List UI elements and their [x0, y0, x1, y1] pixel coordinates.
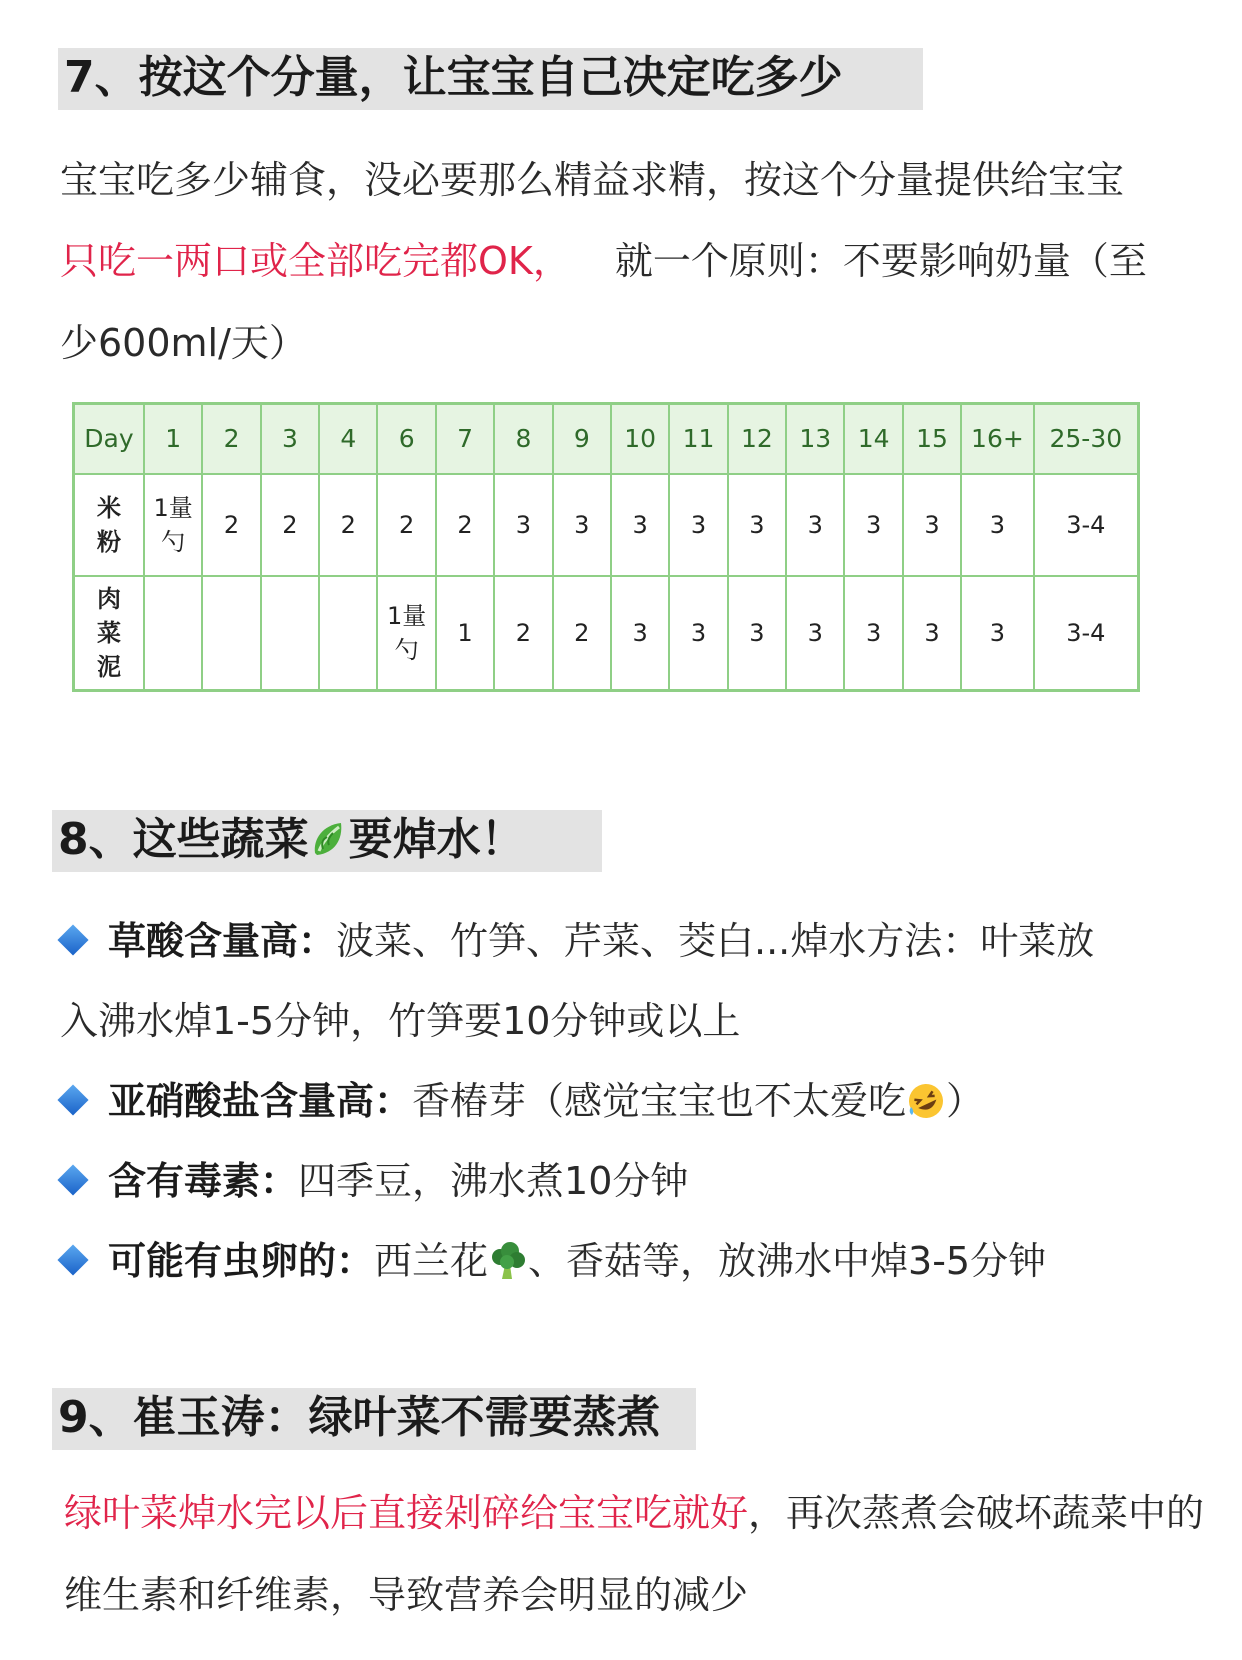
table-cell: 3: [611, 474, 669, 576]
table-cell: 3: [553, 474, 611, 576]
bullet-item-parasite: 可能有虫卵的：西兰花 、香菇等，放沸水中焯3-5分钟: [56, 1236, 1046, 1286]
rofl-emoji: [906, 1081, 946, 1121]
green-veg-highlight: 绿叶菜焯水完以后直接剁碎给宝宝吃就好: [64, 1491, 749, 1535]
table-cell: 3: [494, 474, 552, 576]
table-cell: 3: [903, 474, 961, 576]
section-9-para-line-2: 维生素和纤维素，导致营养会明显的减少: [64, 1573, 749, 1617]
header-cell: 8: [494, 404, 552, 475]
table-cell: 2: [202, 474, 260, 576]
header-cell: Day: [74, 404, 144, 475]
bullet-item-oxalic-cont: 入沸水焯1-5分钟，竹笋要10分钟或以上: [60, 999, 741, 1043]
table-cell: 3: [669, 576, 727, 691]
row-label-meat-veg-puree: 肉 菜 泥: [74, 576, 144, 691]
header-cell: 2: [202, 404, 260, 475]
row-label-rice-cereal: 米 粉: [74, 474, 144, 576]
table-cell: 3: [728, 576, 786, 691]
table-cell: 2: [377, 474, 435, 576]
header-cell: 10: [611, 404, 669, 475]
table-cell: 2: [436, 474, 494, 576]
table-cell: 1: [436, 576, 494, 691]
blue-diamond-icon: [57, 1164, 88, 1195]
table-header-row: [74, 404, 1139, 475]
table-cell: 3-4: [1034, 474, 1139, 576]
table-cell: 1量 勺: [377, 576, 435, 691]
table-cell: 3: [669, 474, 727, 576]
portion-principle: 就一个原则：不要影响奶量（至: [614, 239, 1147, 283]
table-cell: 3: [903, 576, 961, 691]
table-cell: 3: [786, 474, 844, 576]
table-cell: 3-4: [1034, 576, 1139, 691]
table-cell: 3: [961, 576, 1033, 691]
blue-diamond-icon: [57, 1244, 88, 1275]
table-cell: 3: [844, 474, 902, 576]
section-7-heading: 7、按这个分量，让宝宝自己决定吃多少: [58, 48, 923, 110]
header-cell: 25-30: [1034, 404, 1139, 475]
section-7-para-line-3: 少600ml/天）: [60, 321, 307, 365]
header-cell: 4: [319, 404, 377, 475]
header-cell: 7: [436, 404, 494, 475]
header-cell: 1: [144, 404, 202, 475]
table-row-rice-cereal: [74, 474, 1139, 576]
section-7-para-line-1: 宝宝吃多少辅食，没必要那么精益求精，按这个分量提供给宝宝: [60, 158, 1125, 202]
table-cell: 3: [961, 474, 1033, 576]
table-cell: 3: [611, 576, 669, 691]
table-cell: [202, 576, 260, 691]
header-cell: 3: [261, 404, 319, 475]
table-cell: 2: [494, 576, 552, 691]
bullet-item-toxin: 含有毒素：四季豆，沸水煮10分钟: [56, 1156, 688, 1206]
header-cell: 14: [844, 404, 902, 475]
table-row-meat-veg-puree: [74, 576, 1139, 691]
table-cell: 3: [728, 474, 786, 576]
section-7-para-line-2: [60, 236, 1147, 286]
blue-diamond-icon: [57, 1084, 88, 1115]
bullet-item-oxalic: 草酸含量高：波菜、竹笋、芹菜、茭白...焯水方法：叶菜放: [56, 916, 1094, 966]
header-cell: 6: [377, 404, 435, 475]
header-cell: 9: [553, 404, 611, 475]
table-cell: [319, 576, 377, 691]
table-cell: 1量 勺: [144, 474, 202, 576]
bullet-item-nitrite: 亚硝酸盐含量高：香椿芽（感觉宝宝也不太爱吃 ）: [56, 1076, 984, 1126]
header-cell: 13: [786, 404, 844, 475]
table-cell: 2: [261, 474, 319, 576]
table-cell: 2: [319, 474, 377, 576]
table-cell: 3: [844, 576, 902, 691]
table-cell: [261, 576, 319, 691]
section-8-heading: 8、这些蔬菜 要焯水！: [52, 810, 602, 872]
section-9-heading: 9、崔玉涛：绿叶菜不需要蒸煮: [52, 1388, 696, 1450]
blue-diamond-icon: [57, 924, 88, 955]
broccoli-emoji: [488, 1241, 528, 1281]
header-cell: 12: [728, 404, 786, 475]
table-cell: 2: [553, 576, 611, 691]
table-cell: 3: [786, 576, 844, 691]
leafy-greens-emoji: [309, 819, 349, 859]
portion-table: [72, 402, 1140, 692]
header-cell: 15: [903, 404, 961, 475]
section-9-para-line-1: 绿叶菜焯水完以后直接剁碎给宝宝吃就好，再次蒸煮会破坏蔬菜中的: [64, 1491, 1205, 1535]
header-cell: 11: [669, 404, 727, 475]
header-cell: 16+: [961, 404, 1033, 475]
portion-note-highlight: 只吃一两口或全部吃完都OK，: [60, 239, 571, 283]
table-cell: [144, 576, 202, 691]
